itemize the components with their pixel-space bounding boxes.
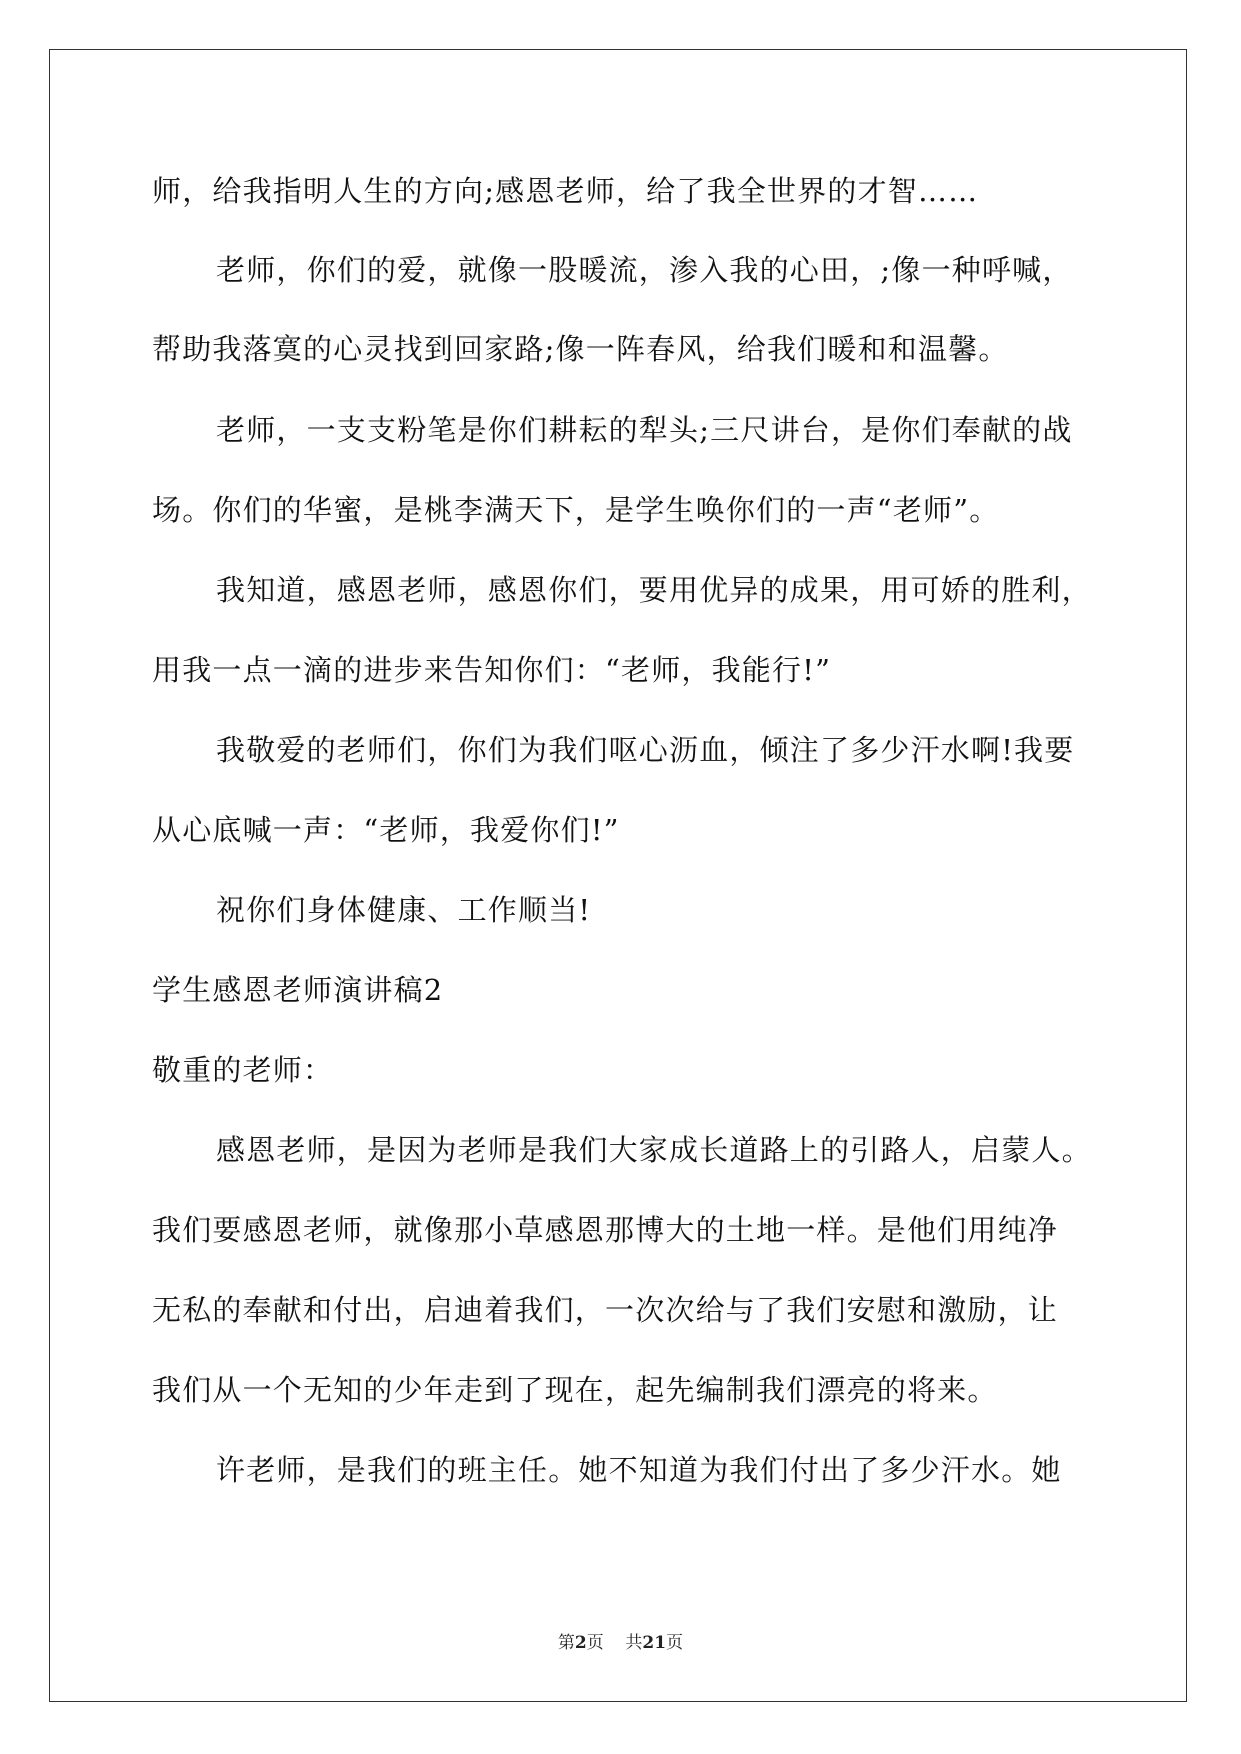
footer-prefix: 第 [557, 1633, 575, 1653]
text-line: 用我一点一滴的进步来告知你们：“老师，我能行!” [152, 653, 832, 687]
text-line: 我们从一个无知的少年走到了现在，起先编制我们漂亮的将来。 [152, 1373, 998, 1407]
footer-page-word: 页 [586, 1633, 604, 1653]
text-line: 我们要感恩老师，就像那小草感恩那博大的土地一样。是他们用纯净 [152, 1213, 1059, 1247]
page-footer [0, 1631, 1241, 1655]
current-page-number: 2 [574, 1633, 587, 1653]
paragraph-line: 老师，你们的爱，就像一股暖流，渗入我的心田，;像一种呼喊， [216, 253, 1073, 287]
paragraph-line: 我敬爱的老师们，你们为我们呕心沥血，倾注了多少汗水啊!我要 [216, 733, 1075, 767]
paragraph-line: 许老师，是我们的班主任。她不知道为我们付出了多少汗水。她 [216, 1453, 1062, 1487]
text-line: 师，给我指明人生的方向;感恩老师，给了我全世界的才智…… [152, 174, 979, 208]
footer-total-prefix: 共 [625, 1633, 643, 1653]
paragraph-line: 感恩老师，是因为老师是我们大家成长道路上的引路人，启蒙人。 [216, 1133, 1092, 1167]
text-line: 从心底喊一声：“老师，我爱你们!” [152, 813, 620, 847]
paragraph-line: 我知道，感恩老师，感恩你们，要用优异的成果，用可娇的胜利， [216, 573, 1092, 607]
footer-total-suffix: 页 [666, 1633, 684, 1653]
paragraph-line: 老师，一支支粉笔是你们耕耘的犁头;三尺讲台，是你们奉献的战 [216, 413, 1073, 447]
text-line: 无私的奉献和付出，启迪着我们，一次次给与了我们安慰和激励，让 [152, 1293, 1059, 1327]
text-line: 场。你们的华蜜，是桃李满天下，是学生唤你们的一声“老师”。 [152, 493, 1000, 527]
salutation: 敬重的老师： [152, 1053, 334, 1087]
text-line: 帮助我落寞的心灵找到回家路;像一阵春风，给我们暖和和温馨。 [152, 332, 1009, 366]
section-title: 学生感恩老师演讲稿2 [152, 973, 444, 1007]
paragraph-line: 祝你们身体健康、工作顺当! [216, 893, 592, 927]
total-pages-number: 21 [642, 1633, 667, 1653]
